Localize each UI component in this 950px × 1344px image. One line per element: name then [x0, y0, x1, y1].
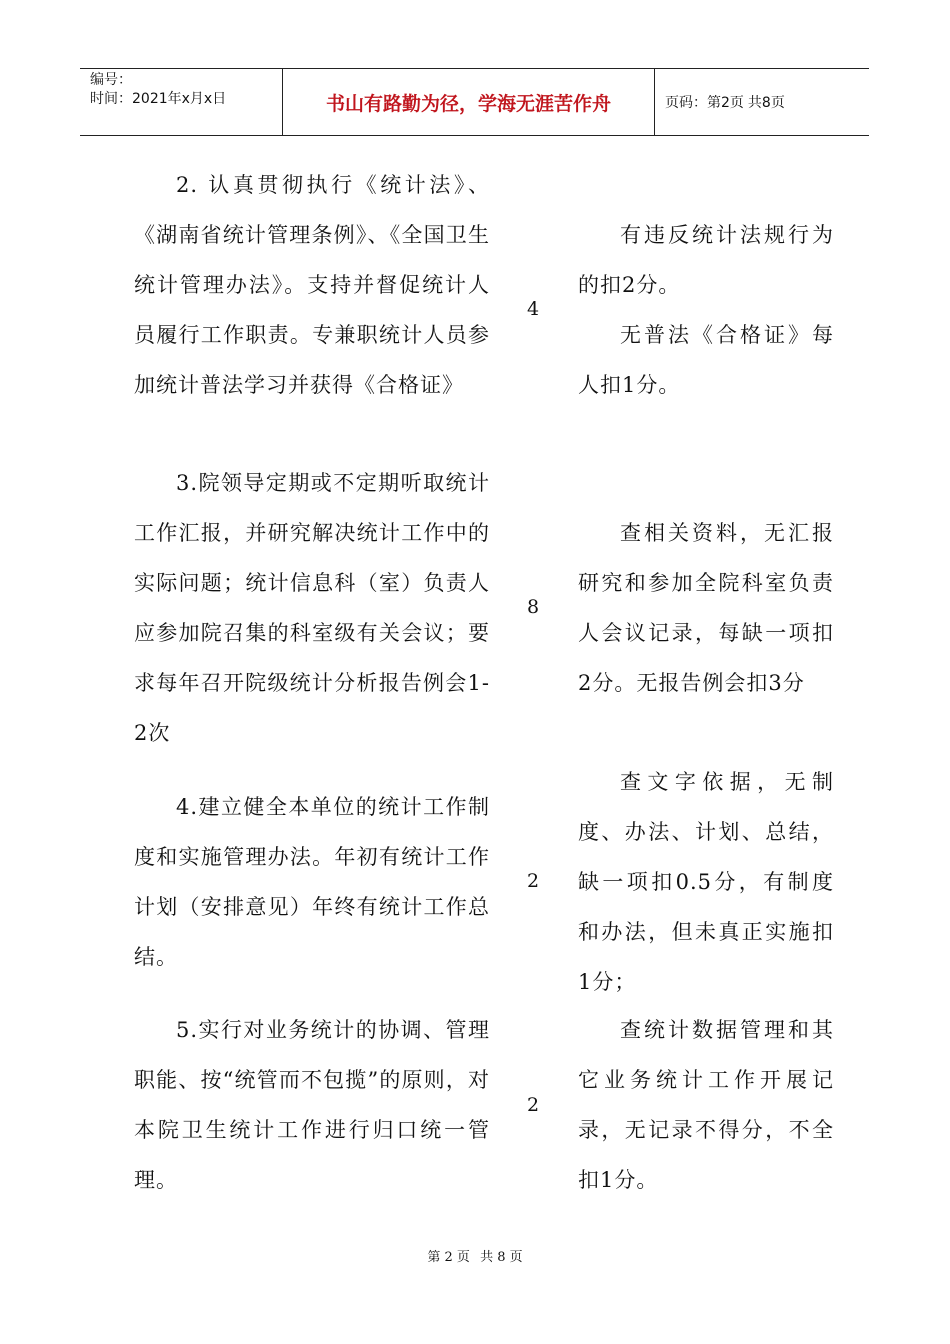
item-note: 无普法《合格证》每人扣1分。: [578, 323, 834, 397]
item-scoring-notes: [578, 508, 834, 708]
item-scoring-notes: [578, 757, 834, 1007]
item-scoring-notes: [578, 1005, 834, 1205]
item-score: 2: [526, 870, 540, 892]
header-page-info: [655, 69, 869, 135]
header-page-number: 页码：第2页: [665, 95, 744, 111]
item-content: [134, 1005, 490, 1205]
item-content: [134, 782, 490, 982]
item-content-text: 5.实行对业务统计的协调、管理职能、按“统管而不包揽”的原则，对本院卫生统计工作进行归口统一管理。: [134, 1018, 490, 1192]
header-motto: 书山有路勤为径，学海无涯苦作舟: [283, 69, 655, 135]
item-note: 查文字依据，无制度、办法、计划、总结，缺一项扣0.5分，有制度和办法，但未真正实施扣1分；: [578, 770, 834, 994]
page-header: [80, 68, 869, 136]
item-content-text: 4.建立健全本单位的统计工作制度和实施管理办法。年初有统计工作计划（安排意见）年终有统计工作总结。: [134, 795, 490, 969]
item-note: 查统计数据管理和其它业务统计工作开展记录，无记录不得分，不全扣1分。: [578, 1018, 834, 1192]
header-meta: [80, 69, 283, 135]
item-content-text: 2. 认真贯彻执行《统计法》、《湖南省统计管理条例》、《全国卫生统计管理办法》。支持并督促统计人员履行工作职责。专兼职统计人员参加统计普法学习并获得《合格证》: [134, 173, 490, 397]
item-note: 查相关资料，无汇报研究和参加全院科室负责人会议记录，每缺一项扣2分。无报告例会扣3分: [578, 521, 834, 695]
item-score: 2: [526, 1094, 540, 1116]
item-score: 8: [526, 596, 540, 618]
item-scoring-notes: [578, 210, 834, 410]
item-content: [134, 458, 490, 758]
item-content-text: 3.院领导定期或不定期听取统计工作汇报，并研究解决统计工作中的实际问题；统计信息科（室）负责人应参加院召集的科室级有关会议；要求每年召开院级统计分析报告例会1-2次: [134, 471, 490, 745]
item-note: 有违反统计法规行为的扣2分。: [578, 223, 834, 297]
page-footer: [0, 1246, 950, 1265]
item-content: [134, 160, 490, 410]
document-number-label: 编号：: [90, 72, 132, 88]
header-page-total: 共8页: [747, 95, 785, 111]
footer-page-total: 共 8 页: [480, 1250, 523, 1265]
footer-page-number: 第 2 页: [427, 1250, 470, 1265]
item-score: 4: [526, 298, 540, 320]
document-time-label: 时间：2021年x月x日: [90, 91, 227, 107]
